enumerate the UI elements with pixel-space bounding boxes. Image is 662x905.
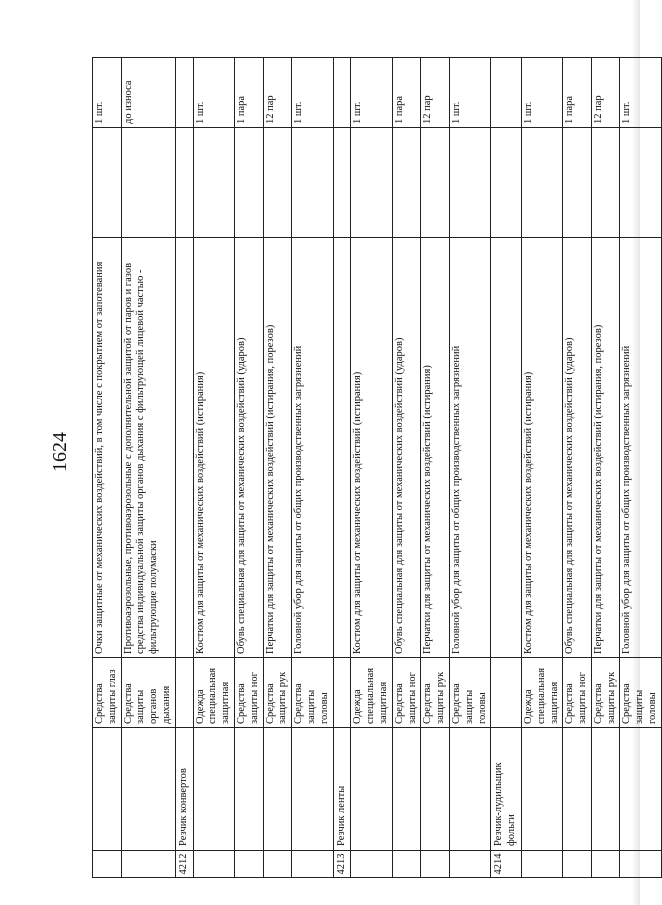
- cell-empty: [333, 128, 351, 238]
- cell-quantity: 1 шт.: [351, 58, 392, 128]
- cell-ppe-type: Средства защиты ног: [392, 658, 421, 728]
- table-row: [234, 58, 263, 878]
- cell-ppe-name: Головной убор для защиты от общих производственных загрязнений: [292, 238, 333, 658]
- cell-ppe-type: Одежда специальная защитная: [521, 658, 562, 728]
- cell-empty: [263, 728, 292, 851]
- cell-empty: [93, 728, 122, 851]
- table-row: [392, 58, 421, 878]
- cell-empty: [93, 851, 122, 878]
- cell-ppe-name: Костюм для защиты от механических воздействий (истирания): [521, 238, 562, 658]
- ppe-norms-table: [92, 57, 662, 878]
- table-landscape: [92, 58, 659, 878]
- cell-empty: [620, 728, 661, 851]
- cell-empty: [591, 728, 620, 851]
- cell-empty: [421, 728, 450, 851]
- cell-quantity: 1 шт.: [521, 58, 562, 128]
- cell-empty: [121, 728, 175, 851]
- cell-empty: [121, 851, 175, 878]
- rotated-table-frame: [92, 58, 659, 878]
- cell-empty: [292, 851, 333, 878]
- cell-ppe-type: Средства защиты головы: [292, 658, 333, 728]
- cell-empty: [591, 128, 620, 238]
- cell-empty: [351, 728, 392, 851]
- cell-empty: [563, 851, 592, 878]
- cell-ppe-type: Средства защиты органов дыхания: [121, 658, 175, 728]
- cell-quantity: 1 шт.: [193, 58, 234, 128]
- table-row: [351, 58, 392, 878]
- cell-empty: [263, 128, 292, 238]
- cell-empty: [351, 851, 392, 878]
- cell-quantity: 12 пар: [263, 58, 292, 128]
- cell-quantity: 1 пара: [392, 58, 421, 128]
- cell-empty: [292, 728, 333, 851]
- section-header-row: [175, 58, 193, 878]
- cell-empty: [563, 728, 592, 851]
- cell-empty: [449, 851, 490, 878]
- cell-quantity: 1 пара: [234, 58, 263, 128]
- profession-code: 4214: [491, 851, 522, 878]
- profession-code: 4212: [175, 851, 193, 878]
- cell-empty: [263, 851, 292, 878]
- cell-ppe-name: Костюм для защиты от механических воздействий (истирания): [351, 238, 392, 658]
- cell-empty: [175, 658, 193, 728]
- table-row: [263, 58, 292, 878]
- cell-empty: [351, 128, 392, 238]
- cell-empty: [234, 728, 263, 851]
- cell-empty: [333, 238, 351, 658]
- cell-empty: [491, 658, 522, 728]
- cell-quantity: 1 шт.: [93, 58, 122, 128]
- cell-empty: [234, 851, 263, 878]
- table-row: [449, 58, 490, 878]
- cell-quantity: 1 шт.: [292, 58, 333, 128]
- cell-ppe-name: Перчатки для защиты от механических воздействий (истирания): [421, 238, 450, 658]
- cell-empty: [93, 128, 122, 238]
- cell-empty: [193, 128, 234, 238]
- cell-ppe-type: Средства защиты рук: [591, 658, 620, 728]
- cell-ppe-name: Перчатки для защиты от механических воздействий (истирания, порезов): [263, 238, 292, 658]
- section-header-row: [333, 58, 351, 878]
- cell-empty: [521, 851, 562, 878]
- cell-quantity: 1 шт.: [449, 58, 490, 128]
- cell-empty: [421, 851, 450, 878]
- cell-ppe-name: Костюм для защиты от механических воздействий (истирания): [193, 238, 234, 658]
- cell-quantity: 1 шт.: [620, 58, 661, 128]
- table-row: [193, 58, 234, 878]
- table-row: [591, 58, 620, 878]
- cell-ppe-type: Средства защиты головы: [620, 658, 661, 728]
- cell-empty: [521, 728, 562, 851]
- cell-empty: [175, 128, 193, 238]
- cell-ppe-name: Противоаэрозольные, противоаэрозольные с дополнительной защитой от паров и газов средства индивидуальной защиты органов дыхания с фильтрующей лицевой частью - фильтрующие полумаски: [121, 238, 175, 658]
- section-header-row: [491, 58, 522, 878]
- cell-ppe-type: Одежда специальная защитная: [351, 658, 392, 728]
- cell-empty: [563, 128, 592, 238]
- cell-empty: [491, 128, 522, 238]
- profession-title: Резчик-лудильщик фольги: [491, 728, 522, 851]
- table-row: [292, 58, 333, 878]
- cell-empty: [521, 128, 562, 238]
- table-row: [421, 58, 450, 878]
- table-row: [521, 58, 562, 878]
- cell-ppe-name: Очки защитные от механических воздействий, в том числе с покрытием от запотевания: [93, 238, 122, 658]
- table-row: [563, 58, 592, 878]
- cell-empty: [333, 58, 351, 128]
- table-row: [620, 58, 661, 878]
- page-number: 1624: [48, 432, 71, 472]
- cell-quantity: 12 пар: [421, 58, 450, 128]
- profession-code: 4213: [333, 851, 351, 878]
- profession-title: Резчик конвертов: [175, 728, 193, 851]
- cell-empty: [292, 128, 333, 238]
- cell-ppe-name: Перчатки для защиты от механических воздействий (истирания, порезов): [591, 238, 620, 658]
- cell-empty: [175, 238, 193, 658]
- cell-ppe-type: Средства защиты головы: [449, 658, 490, 728]
- cell-empty: [449, 728, 490, 851]
- cell-empty: [175, 58, 193, 128]
- cell-empty: [333, 658, 351, 728]
- cell-empty: [620, 851, 661, 878]
- table-row: [121, 58, 175, 878]
- cell-ppe-type: Средства защиты ног: [563, 658, 592, 728]
- cell-empty: [449, 128, 490, 238]
- cell-quantity: 1 пара: [563, 58, 592, 128]
- cell-quantity: до износа: [121, 58, 175, 128]
- cell-empty: [620, 128, 661, 238]
- cell-empty: [234, 128, 263, 238]
- cell-empty: [392, 728, 421, 851]
- cell-ppe-name: Обувь специальная для защиты от механических воздействий (ударов): [234, 238, 263, 658]
- cell-empty: [392, 128, 421, 238]
- cell-ppe-type: Одежда специальная защитная: [193, 658, 234, 728]
- cell-quantity: 12 пар: [591, 58, 620, 128]
- cell-empty: [193, 728, 234, 851]
- cell-empty: [193, 851, 234, 878]
- cell-ppe-type: Средства защиты ног: [234, 658, 263, 728]
- cell-ppe-type: Средства защиты рук: [421, 658, 450, 728]
- cell-ppe-type: Средства защиты рук: [263, 658, 292, 728]
- cell-ppe-name: Головной убор для защиты от общих производственных загрязнений: [449, 238, 490, 658]
- cell-empty: [591, 851, 620, 878]
- cell-empty: [392, 851, 421, 878]
- table-row: [93, 58, 122, 878]
- cell-empty: [421, 128, 450, 238]
- cell-empty: [491, 238, 522, 658]
- cell-ppe-name: Обувь специальная для защиты от механических воздействий (ударов): [563, 238, 592, 658]
- cell-empty: [121, 128, 175, 238]
- cell-ppe-name: Обувь специальная для защиты от механических воздействий (ударов): [392, 238, 421, 658]
- profession-title: Резчик ленты: [333, 728, 351, 851]
- cell-ppe-type: Средства защиты глаз: [93, 658, 122, 728]
- cell-ppe-name: Головной убор для защиты от общих производственных загрязнений: [620, 238, 661, 658]
- cell-empty: [491, 58, 522, 128]
